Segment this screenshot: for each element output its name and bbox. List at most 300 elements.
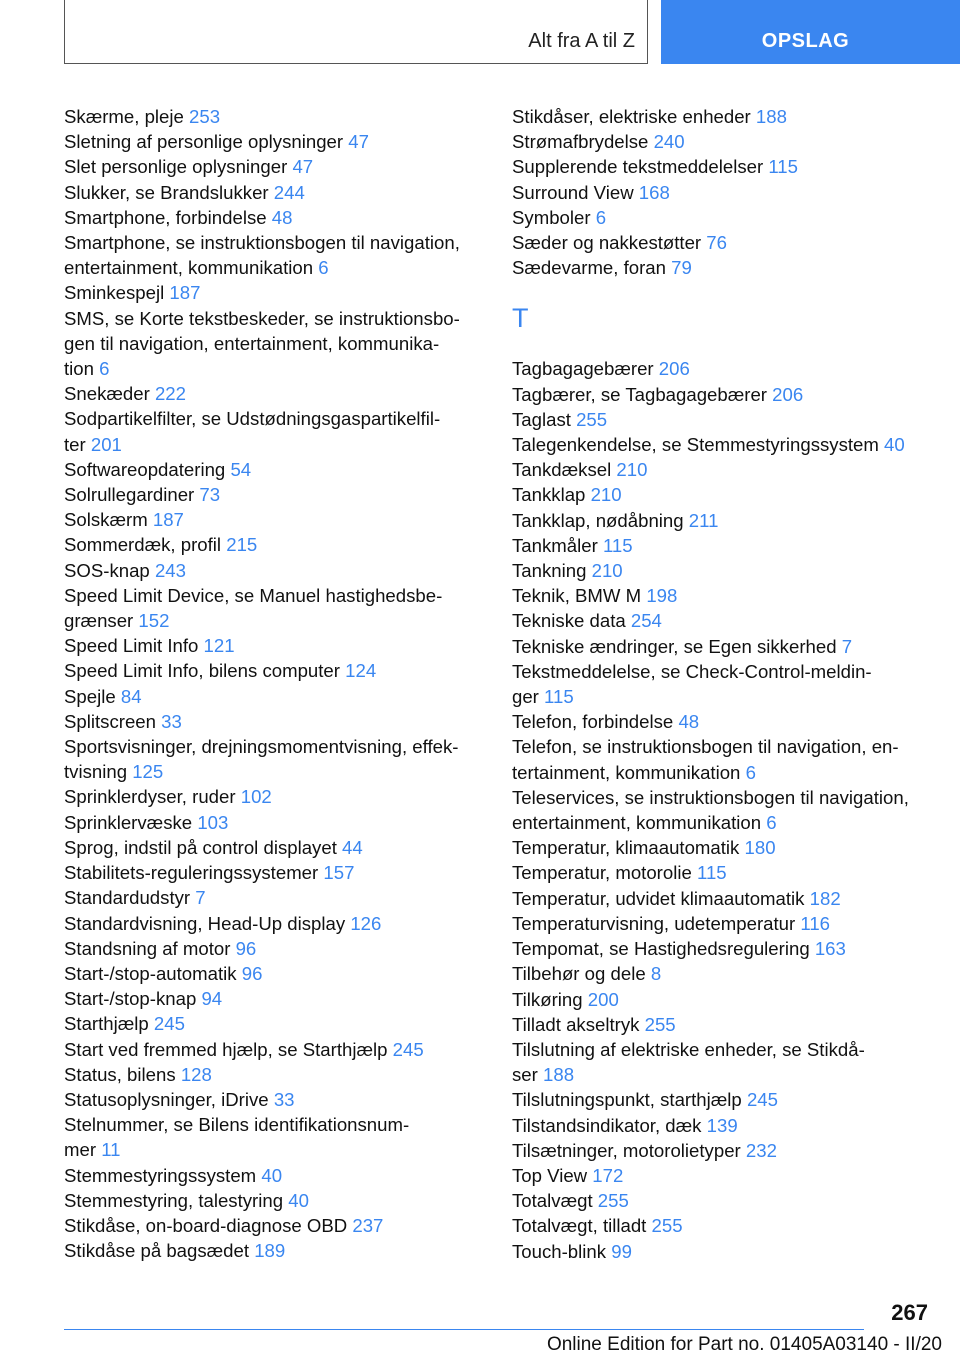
index-entry-label: ser bbox=[512, 1064, 538, 1086]
index-entry-text bbox=[64, 684, 484, 709]
index-entry bbox=[64, 1213, 484, 1238]
page-reference-link[interactable]: 40 bbox=[261, 1164, 283, 1186]
index-entry-label: Standsning af motor bbox=[64, 937, 231, 959]
index-entry-label: Splitscreen bbox=[64, 710, 156, 732]
index-entry-label: Sprog, indstil på control displayet bbox=[64, 836, 337, 858]
page-reference-link[interactable]: 240 bbox=[653, 131, 685, 153]
index-entry bbox=[512, 457, 932, 482]
index-entry-text bbox=[512, 104, 932, 129]
index-entry bbox=[512, 154, 932, 179]
page-reference-link[interactable]: 172 bbox=[592, 1164, 624, 1186]
index-entry-text bbox=[512, 1188, 932, 1213]
page-reference-link[interactable]: 40 bbox=[288, 1189, 309, 1211]
index-entry bbox=[64, 381, 484, 406]
page-reference-link[interactable]: 255 bbox=[576, 408, 608, 430]
index-entry-text bbox=[512, 961, 932, 986]
index-entry-text bbox=[512, 911, 932, 936]
index-entry-label: SOS-knap bbox=[64, 559, 150, 581]
index-entry-text bbox=[64, 432, 484, 457]
index-entry-text bbox=[512, 457, 932, 482]
index-entry-label: ger bbox=[512, 686, 539, 708]
index-entry-label: Stemmestyring, talestyring bbox=[64, 1189, 284, 1211]
index-entry bbox=[512, 785, 932, 835]
index-entry-text: Tekstmeddelelse, se Check-Control-meldin- bbox=[512, 660, 872, 682]
page-reference-link[interactable]: 152 bbox=[138, 610, 170, 632]
page-reference-link[interactable]: 6 bbox=[766, 812, 777, 834]
index-entry bbox=[512, 860, 932, 885]
index-entry-text: Stelnummer, se Bilens identifikationsnum- bbox=[64, 1114, 410, 1136]
index-entry-label: Talegenkendelse, se Stemmestyringssystem bbox=[512, 434, 879, 456]
page-reference-link[interactable]: 189 bbox=[254, 1240, 286, 1262]
index-entry-text bbox=[64, 1213, 484, 1238]
index-entry-label: Status, bilens bbox=[64, 1063, 176, 1085]
page-reference-link[interactable]: 84 bbox=[120, 685, 142, 707]
page-reference-link[interactable]: 115 bbox=[768, 156, 798, 178]
index-entry-label: Speed Limit Info bbox=[64, 635, 199, 657]
index-entry-text bbox=[512, 1062, 932, 1087]
index-entry-label: Start ved fremmed hjælp, se Starthjælp bbox=[64, 1038, 388, 1060]
index-entry-text bbox=[64, 532, 484, 557]
page-reference-link[interactable]: 8 bbox=[650, 963, 662, 985]
index-entry-text bbox=[64, 205, 484, 230]
index-entry bbox=[64, 734, 484, 784]
index-entry-text: gen til navigation, entertainment, kommunika- bbox=[64, 332, 440, 354]
page-reference-link[interactable]: 33 bbox=[161, 710, 182, 732]
index-entry bbox=[512, 634, 932, 659]
index-entry-text bbox=[64, 1087, 484, 1112]
index-entry-text bbox=[512, 1163, 932, 1188]
index-entry-text bbox=[512, 205, 932, 230]
index-entry-label: Start-/stop-knap bbox=[64, 988, 197, 1010]
page-reference-link[interactable]: 126 bbox=[350, 912, 382, 934]
index-entry-text bbox=[512, 1087, 932, 1112]
index-entry-text bbox=[512, 886, 932, 911]
index-entry bbox=[512, 987, 932, 1012]
index-entry-text bbox=[64, 1188, 484, 1213]
index-entry bbox=[64, 810, 484, 835]
index-entry bbox=[64, 885, 484, 910]
index-entry-text bbox=[512, 482, 932, 507]
index-entry-text bbox=[64, 280, 484, 305]
index-entry bbox=[512, 558, 932, 583]
index-entry bbox=[64, 406, 484, 456]
index-entry-label: Speed Limit Info, bilens computer bbox=[64, 660, 340, 682]
index-entry-text bbox=[512, 709, 932, 734]
index-entry-label: entertainment, kommunikation bbox=[512, 812, 762, 834]
index-entry-text bbox=[64, 810, 484, 835]
index-entry-text bbox=[512, 1213, 932, 1238]
page-reference-link[interactable]: 163 bbox=[814, 938, 846, 960]
index-entry-label: Top View bbox=[512, 1164, 588, 1186]
index-entry bbox=[512, 482, 932, 507]
index-entry bbox=[512, 104, 932, 129]
index-entry bbox=[512, 659, 932, 709]
index-entry-text bbox=[512, 230, 932, 255]
page-reference-link[interactable]: 121 bbox=[203, 635, 235, 657]
index-entry-text bbox=[64, 936, 484, 961]
index-entry bbox=[512, 961, 932, 986]
index-entry-text: Tilslutning af elektriske enheder, se Stikdå- bbox=[512, 1038, 865, 1060]
index-entry-label: Tilsætninger, motorolietyper bbox=[512, 1139, 741, 1161]
index-entry-label: Tekniske data bbox=[512, 610, 626, 632]
page-reference-link[interactable]: 232 bbox=[745, 1139, 777, 1161]
index-entry bbox=[512, 734, 932, 784]
index-entry-label: entertainment, kommunikation bbox=[64, 257, 314, 279]
index-entry bbox=[512, 886, 932, 911]
page-reference-link[interactable]: 188 bbox=[755, 106, 787, 127]
index-entry bbox=[512, 1113, 932, 1138]
index-entry-label: Tekniske ændringer, se Egen sikkerhed bbox=[512, 635, 837, 657]
index-entry-label: Tankdæksel bbox=[512, 459, 612, 481]
index-entry-text bbox=[64, 961, 484, 986]
page-reference-link[interactable]: 6 bbox=[595, 206, 607, 228]
page-number: 267 bbox=[891, 1300, 928, 1325]
header-tab[interactable] bbox=[661, 0, 960, 64]
index-entry-text bbox=[512, 432, 932, 457]
index-entry-text bbox=[64, 658, 484, 683]
index-entry-label: Stikdåse på bagsædet bbox=[64, 1240, 250, 1262]
index-entry-text bbox=[512, 835, 932, 860]
index-entry-label: Temperaturvisning, udetemperatur bbox=[512, 912, 796, 934]
index-entry-text bbox=[512, 382, 932, 407]
page-reference-link[interactable]: 6 bbox=[745, 761, 756, 783]
index-entry bbox=[64, 532, 484, 557]
index-entry-label: Tilladt akseltryk bbox=[512, 1013, 640, 1035]
page-reference-link[interactable]: 187 bbox=[169, 282, 201, 304]
index-entry-label: Tempomat, se Hastighedsregulering bbox=[512, 938, 810, 960]
index-entry-text bbox=[512, 180, 932, 205]
page-reference-link[interactable]: 11 bbox=[101, 1139, 121, 1161]
index-entry-text bbox=[64, 558, 484, 583]
index-entry-text bbox=[64, 482, 484, 507]
index-entry bbox=[64, 986, 484, 1011]
page-reference-link[interactable]: 245 bbox=[392, 1038, 424, 1060]
page-reference-link[interactable]: 33 bbox=[273, 1088, 295, 1110]
index-entry bbox=[64, 558, 484, 583]
index-entry bbox=[512, 1012, 932, 1037]
index-entry-text bbox=[64, 911, 484, 936]
page-reference-link[interactable]: 47 bbox=[292, 156, 314, 178]
page-reference-link[interactable]: 215 bbox=[226, 534, 258, 556]
index-entry bbox=[512, 230, 932, 255]
page-reference-link[interactable]: 253 bbox=[189, 106, 221, 127]
index-entry bbox=[64, 1037, 484, 1062]
index-entry-label: Tankmåler bbox=[512, 534, 598, 556]
index-entry bbox=[512, 180, 932, 205]
index-entry-label: mer bbox=[64, 1139, 97, 1161]
page-reference-link[interactable]: 103 bbox=[197, 811, 229, 833]
index-entry-text: Sportsvisninger, drejningsmomentvisning, effek- bbox=[64, 736, 459, 758]
index-entry-text bbox=[512, 760, 932, 785]
index-entry bbox=[64, 1163, 484, 1188]
footer-divider bbox=[64, 1329, 864, 1330]
page-reference-link[interactable]: 128 bbox=[180, 1063, 212, 1085]
index-entry-label: Sædevarme, foran bbox=[512, 257, 666, 279]
page-reference-link[interactable]: 96 bbox=[241, 962, 263, 984]
index-entry bbox=[512, 508, 932, 533]
index-entry-label: Tankning bbox=[512, 560, 587, 582]
page-reference-link[interactable]: 124 bbox=[345, 660, 377, 682]
index-entry-label: Supplerende tekstmeddelelser bbox=[512, 156, 764, 178]
page-reference-link[interactable]: 40 bbox=[884, 434, 905, 456]
index-entry-text bbox=[64, 1011, 484, 1036]
index-entry bbox=[64, 709, 484, 734]
index-entry-text bbox=[512, 533, 932, 558]
index-entry bbox=[512, 205, 932, 230]
index-entry bbox=[64, 1188, 484, 1213]
index-entry bbox=[512, 432, 932, 457]
index-entry-label: Temperatur, udvidet klimaautomatik bbox=[512, 887, 805, 909]
footer-text: Online Edition for Part no. 01405A03140 - II/20 bbox=[546, 1334, 942, 1355]
page-reference-link[interactable]: 198 bbox=[646, 585, 678, 607]
page-reference-link[interactable]: 188 bbox=[543, 1064, 575, 1086]
page-reference-link[interactable]: 255 bbox=[644, 1013, 676, 1035]
page-reference-link[interactable]: 255 bbox=[651, 1215, 683, 1237]
page-reference-link[interactable]: 187 bbox=[152, 509, 184, 531]
page-reference-link[interactable]: 125 bbox=[132, 761, 164, 783]
index-entry-text bbox=[512, 987, 932, 1012]
index-entry-text bbox=[512, 558, 932, 583]
index-entry-label: Strømafbrydelse bbox=[512, 131, 649, 153]
index-entry-text bbox=[64, 356, 484, 381]
page-reference-link[interactable]: 210 bbox=[590, 484, 622, 506]
index-entry bbox=[512, 129, 932, 154]
page-reference-link[interactable]: 116 bbox=[800, 912, 831, 934]
index-entry-label: Sminkespejl bbox=[64, 282, 165, 304]
index-entry-label: Stikdåser, elektriske enheder bbox=[512, 106, 751, 127]
index-entry-label: Starthjælp bbox=[64, 1013, 149, 1035]
index-entry-label: Statusoplysninger, iDrive bbox=[64, 1088, 269, 1110]
index-entry bbox=[512, 1138, 932, 1163]
page-reference-link[interactable]: 211 bbox=[688, 509, 719, 531]
index-entry bbox=[512, 1087, 932, 1112]
index-entry-text bbox=[64, 784, 484, 809]
index-entry bbox=[64, 230, 484, 280]
index-entry bbox=[64, 306, 484, 382]
index-entry-text bbox=[512, 154, 932, 179]
index-entry-text bbox=[64, 759, 484, 784]
index-entry-label: ter bbox=[64, 433, 86, 455]
index-entry-label: Tilslutningspunkt, starthjælp bbox=[512, 1089, 742, 1111]
page-reference-link[interactable]: 206 bbox=[658, 358, 690, 380]
index-entry-text bbox=[512, 936, 932, 961]
index-entry-text bbox=[64, 1163, 484, 1188]
page-reference-link[interactable]: 99 bbox=[611, 1240, 632, 1262]
index-entry-label: Skærme, pleje bbox=[64, 106, 184, 127]
index-entry-label: Telefon, forbindelse bbox=[512, 711, 674, 733]
index-column-right bbox=[512, 104, 932, 1264]
page-reference-link[interactable]: 210 bbox=[591, 560, 623, 582]
index-entry-text: Telefon, se instruktionsbogen til navigation, en- bbox=[512, 736, 899, 758]
index-entry-text bbox=[64, 633, 484, 658]
page-reference-link[interactable]: 200 bbox=[587, 988, 619, 1010]
index-entry bbox=[512, 936, 932, 961]
index-entry bbox=[512, 709, 932, 734]
index-entry-text bbox=[64, 507, 484, 532]
index-entry bbox=[64, 129, 484, 154]
page-reference-link[interactable]: 157 bbox=[323, 862, 355, 884]
index-entry-label: Sletning af personlige oplysninger bbox=[64, 131, 344, 153]
index-entry-label: Slukker, se Brandslukker bbox=[64, 181, 269, 203]
page-reference-link[interactable]: 206 bbox=[772, 383, 804, 405]
index-entry-label: Smartphone, forbindelse bbox=[64, 206, 267, 228]
page-reference-link[interactable]: 222 bbox=[154, 383, 186, 405]
index-entry-text bbox=[512, 810, 932, 835]
index-entry bbox=[64, 911, 484, 936]
page-reference-link[interactable]: 79 bbox=[671, 257, 692, 279]
index-entry-label: Tankklap, nødåbning bbox=[512, 509, 684, 531]
page-reference-link[interactable]: 115 bbox=[602, 534, 633, 556]
index-entry-label: Tilbehør og dele bbox=[512, 963, 646, 985]
index-entry-label: Temperatur, motorolie bbox=[512, 862, 692, 884]
index-entry-label: Standardvisning, Head-Up display bbox=[64, 912, 346, 934]
index-entry bbox=[64, 784, 484, 809]
index-entry-label: Slet personlige oplysninger bbox=[64, 156, 288, 178]
index-entry bbox=[512, 1239, 932, 1264]
index-entry bbox=[64, 1011, 484, 1036]
page-reference-link[interactable]: 245 bbox=[153, 1013, 185, 1035]
index-entry bbox=[512, 911, 932, 936]
index-entry-text: Smartphone, se instruktionsbogen til navigation, bbox=[64, 232, 460, 254]
index-entry-text bbox=[64, 709, 484, 734]
page-reference-link[interactable]: 73 bbox=[199, 484, 221, 506]
page-reference-link[interactable]: 139 bbox=[706, 1114, 738, 1136]
index-entry bbox=[64, 180, 484, 205]
index-entry-text bbox=[64, 986, 484, 1011]
index-entry-label: Sprinklerdyser, ruder bbox=[64, 786, 236, 808]
page-reference-link[interactable]: 115 bbox=[697, 862, 727, 884]
index-entry-text bbox=[64, 180, 484, 205]
page-reference-link[interactable]: 255 bbox=[597, 1190, 629, 1212]
index-entry bbox=[64, 507, 484, 532]
page-reference-link[interactable]: 243 bbox=[154, 559, 186, 581]
page-reference-link[interactable]: 244 bbox=[273, 181, 305, 203]
page-reference-link[interactable]: 168 bbox=[638, 181, 670, 203]
page-reference-link[interactable]: 6 bbox=[99, 358, 110, 380]
index-entry-text bbox=[512, 1138, 932, 1163]
index-entry-label: Tankklap bbox=[512, 484, 586, 506]
index-entry bbox=[512, 255, 932, 280]
index-entry-label: Sommerdæk, profil bbox=[64, 534, 222, 556]
index-entry-label: Stikdåse, on-board-diagnose OBD bbox=[64, 1214, 348, 1236]
page-reference-link[interactable]: 47 bbox=[348, 131, 369, 153]
section-letter: T bbox=[512, 303, 529, 334]
index-entry-label: Spejle bbox=[64, 685, 116, 707]
page-reference-link[interactable]: 7 bbox=[841, 635, 853, 657]
page-reference-link[interactable]: 94 bbox=[201, 988, 223, 1010]
index-entry-text bbox=[512, 583, 932, 608]
index-entry bbox=[64, 936, 484, 961]
index-entry-label: Softwareopdatering bbox=[64, 458, 226, 480]
page-reference-link[interactable]: 182 bbox=[809, 887, 841, 909]
index-entry bbox=[64, 961, 484, 986]
index-entry-label: Solrullegardiner bbox=[64, 484, 195, 506]
index-entry-label: Tagbagagebærer bbox=[512, 358, 654, 380]
header-section-box bbox=[64, 0, 648, 64]
page-reference-link[interactable]: 76 bbox=[706, 232, 727, 254]
index-entry-text bbox=[64, 1137, 484, 1162]
page-reference-link[interactable]: 237 bbox=[352, 1214, 384, 1236]
index-entry-text bbox=[64, 860, 484, 885]
index-entry-text bbox=[64, 129, 484, 154]
index-entry bbox=[512, 835, 932, 860]
header-section-title: Alt fra A til Z bbox=[528, 30, 635, 52]
header-tab-label: OPSLAG bbox=[761, 30, 850, 52]
index-entry-label: Teknik, BMW M bbox=[512, 585, 642, 607]
index-entry bbox=[64, 482, 484, 507]
index-entry bbox=[64, 1238, 484, 1263]
index-column-left bbox=[64, 104, 484, 1263]
index-entry bbox=[64, 860, 484, 885]
page-reference-link[interactable]: 96 bbox=[235, 937, 257, 959]
page-reference-link[interactable]: 48 bbox=[678, 711, 700, 733]
index-entry-text bbox=[64, 1238, 484, 1263]
page-reference-link[interactable]: 48 bbox=[271, 206, 293, 228]
index-entry-label: Stabilitets-reguleringssystemer bbox=[64, 862, 319, 884]
index-entry-text bbox=[64, 1062, 484, 1087]
index-entry-text bbox=[512, 1239, 932, 1264]
index-entry-text bbox=[64, 835, 484, 860]
index-entry-label: tertainment, kommunikation bbox=[512, 761, 741, 783]
index-entry bbox=[64, 633, 484, 658]
index-entry-label: grænser bbox=[64, 610, 134, 632]
index-entry-text bbox=[512, 634, 932, 659]
page-reference-link[interactable]: 7 bbox=[195, 887, 206, 909]
page-reference-link[interactable]: 210 bbox=[616, 459, 648, 481]
page-reference-link[interactable]: 54 bbox=[230, 458, 252, 480]
index-entry bbox=[64, 457, 484, 482]
index-entry-text: Speed Limit Device, se Manuel hastighedsbe- bbox=[64, 584, 443, 606]
index-entry-label: Taglast bbox=[512, 408, 571, 430]
index-entry-label: Totalvægt, tilladt bbox=[512, 1215, 647, 1237]
index-entry bbox=[64, 205, 484, 230]
index-entry bbox=[512, 1213, 932, 1238]
index-entry bbox=[512, 608, 932, 633]
index-entry bbox=[512, 1163, 932, 1188]
index-entry-label: Sprinklervæske bbox=[64, 811, 193, 833]
index-entry bbox=[512, 533, 932, 558]
page-reference-link[interactable]: 254 bbox=[630, 610, 662, 632]
page-reference-link[interactable]: 115 bbox=[544, 686, 574, 708]
page-reference-link[interactable]: 6 bbox=[318, 257, 329, 279]
index-entry-text bbox=[512, 1012, 932, 1037]
index-entry bbox=[64, 1112, 484, 1162]
index-entry bbox=[64, 104, 484, 129]
index-entry-text bbox=[512, 684, 932, 709]
index-entry-label: Tilkøring bbox=[512, 988, 583, 1010]
index-entry-label: tion bbox=[64, 358, 94, 380]
index-entry bbox=[512, 382, 932, 407]
index-entry bbox=[64, 658, 484, 683]
page-reference-link[interactable]: 245 bbox=[746, 1089, 778, 1111]
index-entry-label: Tilstandsindikator, dæk bbox=[512, 1114, 702, 1136]
index-entry bbox=[64, 684, 484, 709]
index-entry-text bbox=[512, 356, 932, 381]
index-entry bbox=[512, 1188, 932, 1213]
page-reference-link[interactable]: 180 bbox=[744, 837, 776, 859]
index-entry-label: Sæder og nakkestøtter bbox=[512, 232, 702, 254]
index-entry-text bbox=[512, 129, 932, 154]
index-entry-text: SMS, se Korte tekstbeskeder, se instruktionsbo- bbox=[64, 307, 460, 329]
page-reference-link[interactable]: 44 bbox=[342, 836, 363, 858]
index-entry-label: Surround View bbox=[512, 181, 634, 203]
page-reference-link[interactable]: 201 bbox=[90, 433, 122, 455]
index-entry bbox=[64, 154, 484, 179]
index-entry bbox=[512, 1037, 932, 1087]
page-reference-link[interactable]: 102 bbox=[240, 786, 272, 808]
index-entry bbox=[512, 583, 932, 608]
index-entry-text bbox=[512, 255, 932, 280]
